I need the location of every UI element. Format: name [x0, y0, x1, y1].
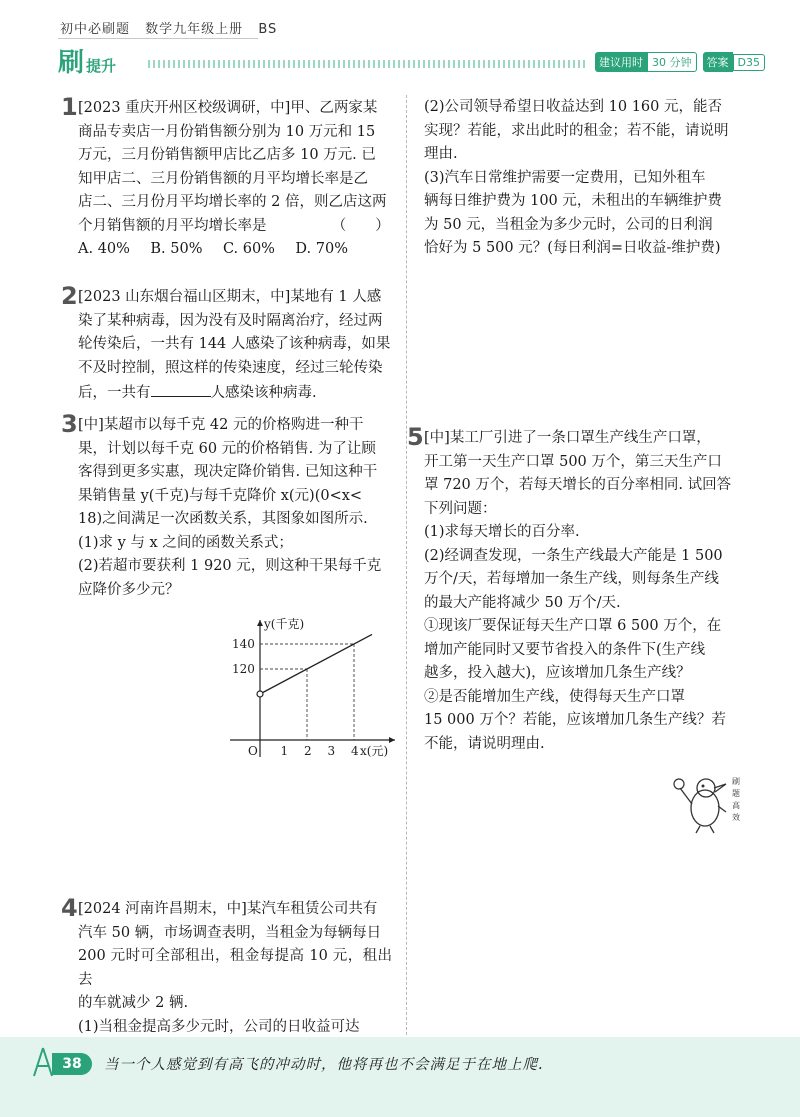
question-4-continued	[424, 96, 754, 261]
question-number: 4	[61, 894, 78, 922]
question-line: 客得到更多实惠，现决定降价销售. 已知这种干	[78, 464, 378, 480]
answer-badge	[703, 52, 765, 72]
answer-badge-key: 答案	[703, 52, 733, 72]
question-line: 商品专卖店一月份销售额分别为 10 万元和 15	[78, 123, 376, 140]
question-line: 个月销售额的月平均增长率是 （ ）	[78, 217, 390, 234]
mascot-scribble-text: 题	[732, 789, 740, 798]
footer-band	[0, 1037, 800, 1117]
x-tick-label: 2	[304, 744, 312, 758]
x-axis-label: x(元)	[360, 744, 389, 758]
question-1	[61, 93, 392, 262]
time-badge	[595, 52, 697, 72]
question-5	[407, 423, 754, 756]
mascot-illustration	[670, 770, 750, 835]
y-tick-label: 120	[232, 662, 255, 676]
question-line: [中]某工厂引进了一条口罩生产线生产口罩，	[424, 430, 711, 446]
fill-blank[interactable]	[151, 380, 211, 397]
question-line: 18)之间满足一次函数关系，其图象如图所示.	[78, 511, 368, 527]
option-a: A. 40%	[78, 241, 130, 257]
x-axis-arrow	[389, 737, 395, 743]
open-start-point	[257, 691, 263, 697]
question-line: 15 000 万个？若能，应该增加几条生产线？若	[424, 712, 726, 728]
question-line: [中]某超市以每千克 42 元的价格购进一种干	[78, 417, 364, 433]
footer-motto: 当一个人感觉到有高飞的冲动时，他将再也不会满足于在地上爬.	[104, 1057, 544, 1073]
origin-label: O	[248, 744, 258, 758]
question-line: 罩 720 万个，若每天增长的百分率相同. 试回答	[424, 477, 732, 493]
answer-badge-value: D35	[733, 54, 765, 71]
question-line: 实现？若能，求出此时的租金；若不能，请说明	[424, 122, 729, 139]
question-line: 应降价多少元？	[78, 581, 180, 598]
function-line	[260, 634, 372, 694]
subject-title: 数学九年级上册	[145, 22, 244, 37]
column-divider	[406, 95, 407, 1035]
question-line: (1)当租金提高多少元时，公司的日收益可达	[78, 1018, 360, 1035]
question-3	[61, 410, 392, 602]
question-line: 200 元时可全部租出，租金每提高 10 元，租出去	[78, 948, 392, 988]
y-axis-arrow	[257, 620, 263, 626]
question-number: 1	[61, 93, 78, 121]
question-number: 5	[407, 423, 424, 451]
brand-subtitle: 提升	[86, 57, 117, 75]
question-2	[61, 282, 392, 406]
question-line: (1)求 y 与 x 之间的函数关系式；	[78, 534, 293, 551]
header-rule	[58, 38, 258, 39]
question-line: 的最大产能将减少 50 万个/天.	[424, 594, 621, 611]
question-number: 3	[61, 410, 78, 438]
question-line: 知甲店二、三月份销售额的月平均增长率是乙	[78, 170, 368, 187]
section-brand	[58, 42, 116, 79]
question-line: ②是否能增加生产线，使得每天生产口罩	[424, 688, 685, 705]
question-line: 越多，投入越大)，应该增加几条生产线？	[424, 665, 691, 681]
question-line: 汽车 50 辆，市场调查表明，当租金为每辆每日	[78, 924, 382, 941]
question-line: 染了某种病毒，因为没有及时隔离治疗，经过两	[78, 312, 383, 329]
mascot-scribble-text: 刷	[732, 777, 740, 786]
book-title: 初中必刷题	[60, 22, 131, 37]
question-line: 果，计划以每千克 60 元的价格销售. 为了让顾	[78, 440, 376, 457]
question-line: 万个/天，若每增加一条生产线，则每条生产线	[424, 571, 719, 587]
x-tick-label: 1	[280, 744, 289, 758]
question-line: 增加产能同时又要节省投入的条件下(生产线	[424, 641, 706, 658]
question-line: 开工第一天生产口罩 500 万个，第三天生产口	[424, 453, 722, 470]
y-tick-label: 140	[232, 637, 255, 651]
header-dotted-rule	[148, 60, 588, 68]
question-line: (2)经调查发现，一条生产线最大产能是 1 500	[424, 547, 723, 564]
question-line: 的车就减少 2 辆.	[78, 995, 189, 1011]
question-line: 不及时控制，照这样的传染速度，经过三轮传染	[78, 359, 383, 376]
question-line: 辆每日维护费为 100 元，未租出的车辆维护费	[424, 193, 722, 209]
question-line: 果销售量 y(千克)与每千克降价 x(元)(0<x<	[78, 487, 363, 504]
option-b: B. 50%	[150, 241, 203, 257]
function-graph	[225, 612, 405, 762]
answer-options	[78, 238, 348, 262]
question-line: (3)汽车日常维护需要一定费用，已知外租车	[424, 169, 706, 186]
question-line: (1)求每天增长的百分率.	[424, 524, 580, 540]
question-line: (2)公司领导希望日收益达到 10 160 元，能否	[424, 99, 722, 115]
line-prefix: 后，一共有	[78, 385, 151, 401]
question-line: 恰好为 5 500 元？(每日利润=日收益-维护费)	[424, 240, 721, 256]
x-tick-label: 3	[327, 744, 336, 758]
line-suffix: 人感染该种病毒.	[210, 385, 317, 401]
brand-char: 刷	[58, 48, 85, 78]
mascot-scribble-text: 高	[732, 801, 740, 810]
question-line: 不能，请说明理由.	[424, 735, 545, 752]
option-d: D. 70%	[295, 241, 348, 257]
edition-label: BS	[258, 22, 278, 37]
book-header	[60, 18, 287, 37]
page-number: 38	[52, 1053, 92, 1075]
x-tick-label: 4	[351, 744, 359, 758]
question-number: 2	[61, 282, 78, 310]
y-axis-label: y(千克)	[264, 617, 305, 631]
header-badges	[595, 52, 765, 72]
question-line: 为 50 元，当租金为多少元时，公司的日利润	[424, 216, 713, 233]
question-line: ①现该厂要保证每天生产口罩 6 500 万个，在	[424, 618, 722, 634]
question-line: 店二、三月份月平均增长率的 2 倍，则乙店这两	[78, 194, 387, 210]
option-c: C. 60%	[222, 241, 275, 257]
question-line: 下列问题：	[424, 500, 497, 517]
mascot-scribble-text: 效	[732, 813, 740, 822]
time-badge-value: 30 分钟	[647, 52, 697, 72]
question-line: [2023 山东烟台福山区期末，中]某地有 1 人感	[78, 289, 382, 305]
question-line: [2023 重庆开州区校级调研，中]甲、乙两家某	[78, 100, 378, 116]
time-badge-key: 建议用时	[595, 52, 647, 72]
question-line-blank	[78, 380, 392, 406]
question-line: 理由.	[424, 146, 458, 162]
question-line: 轮传染后，一共有 144 人感染了该种病毒，如果	[78, 336, 391, 352]
question-line: [2024 河南许昌期末，中]某汽车租赁公司共有	[78, 901, 378, 917]
question-line: 万元，三月份销售额甲店比乙店多 10 万元. 已	[78, 147, 376, 163]
question-line: (2)若超市要获利 1 920 元，则这种干果每千克	[78, 558, 382, 574]
